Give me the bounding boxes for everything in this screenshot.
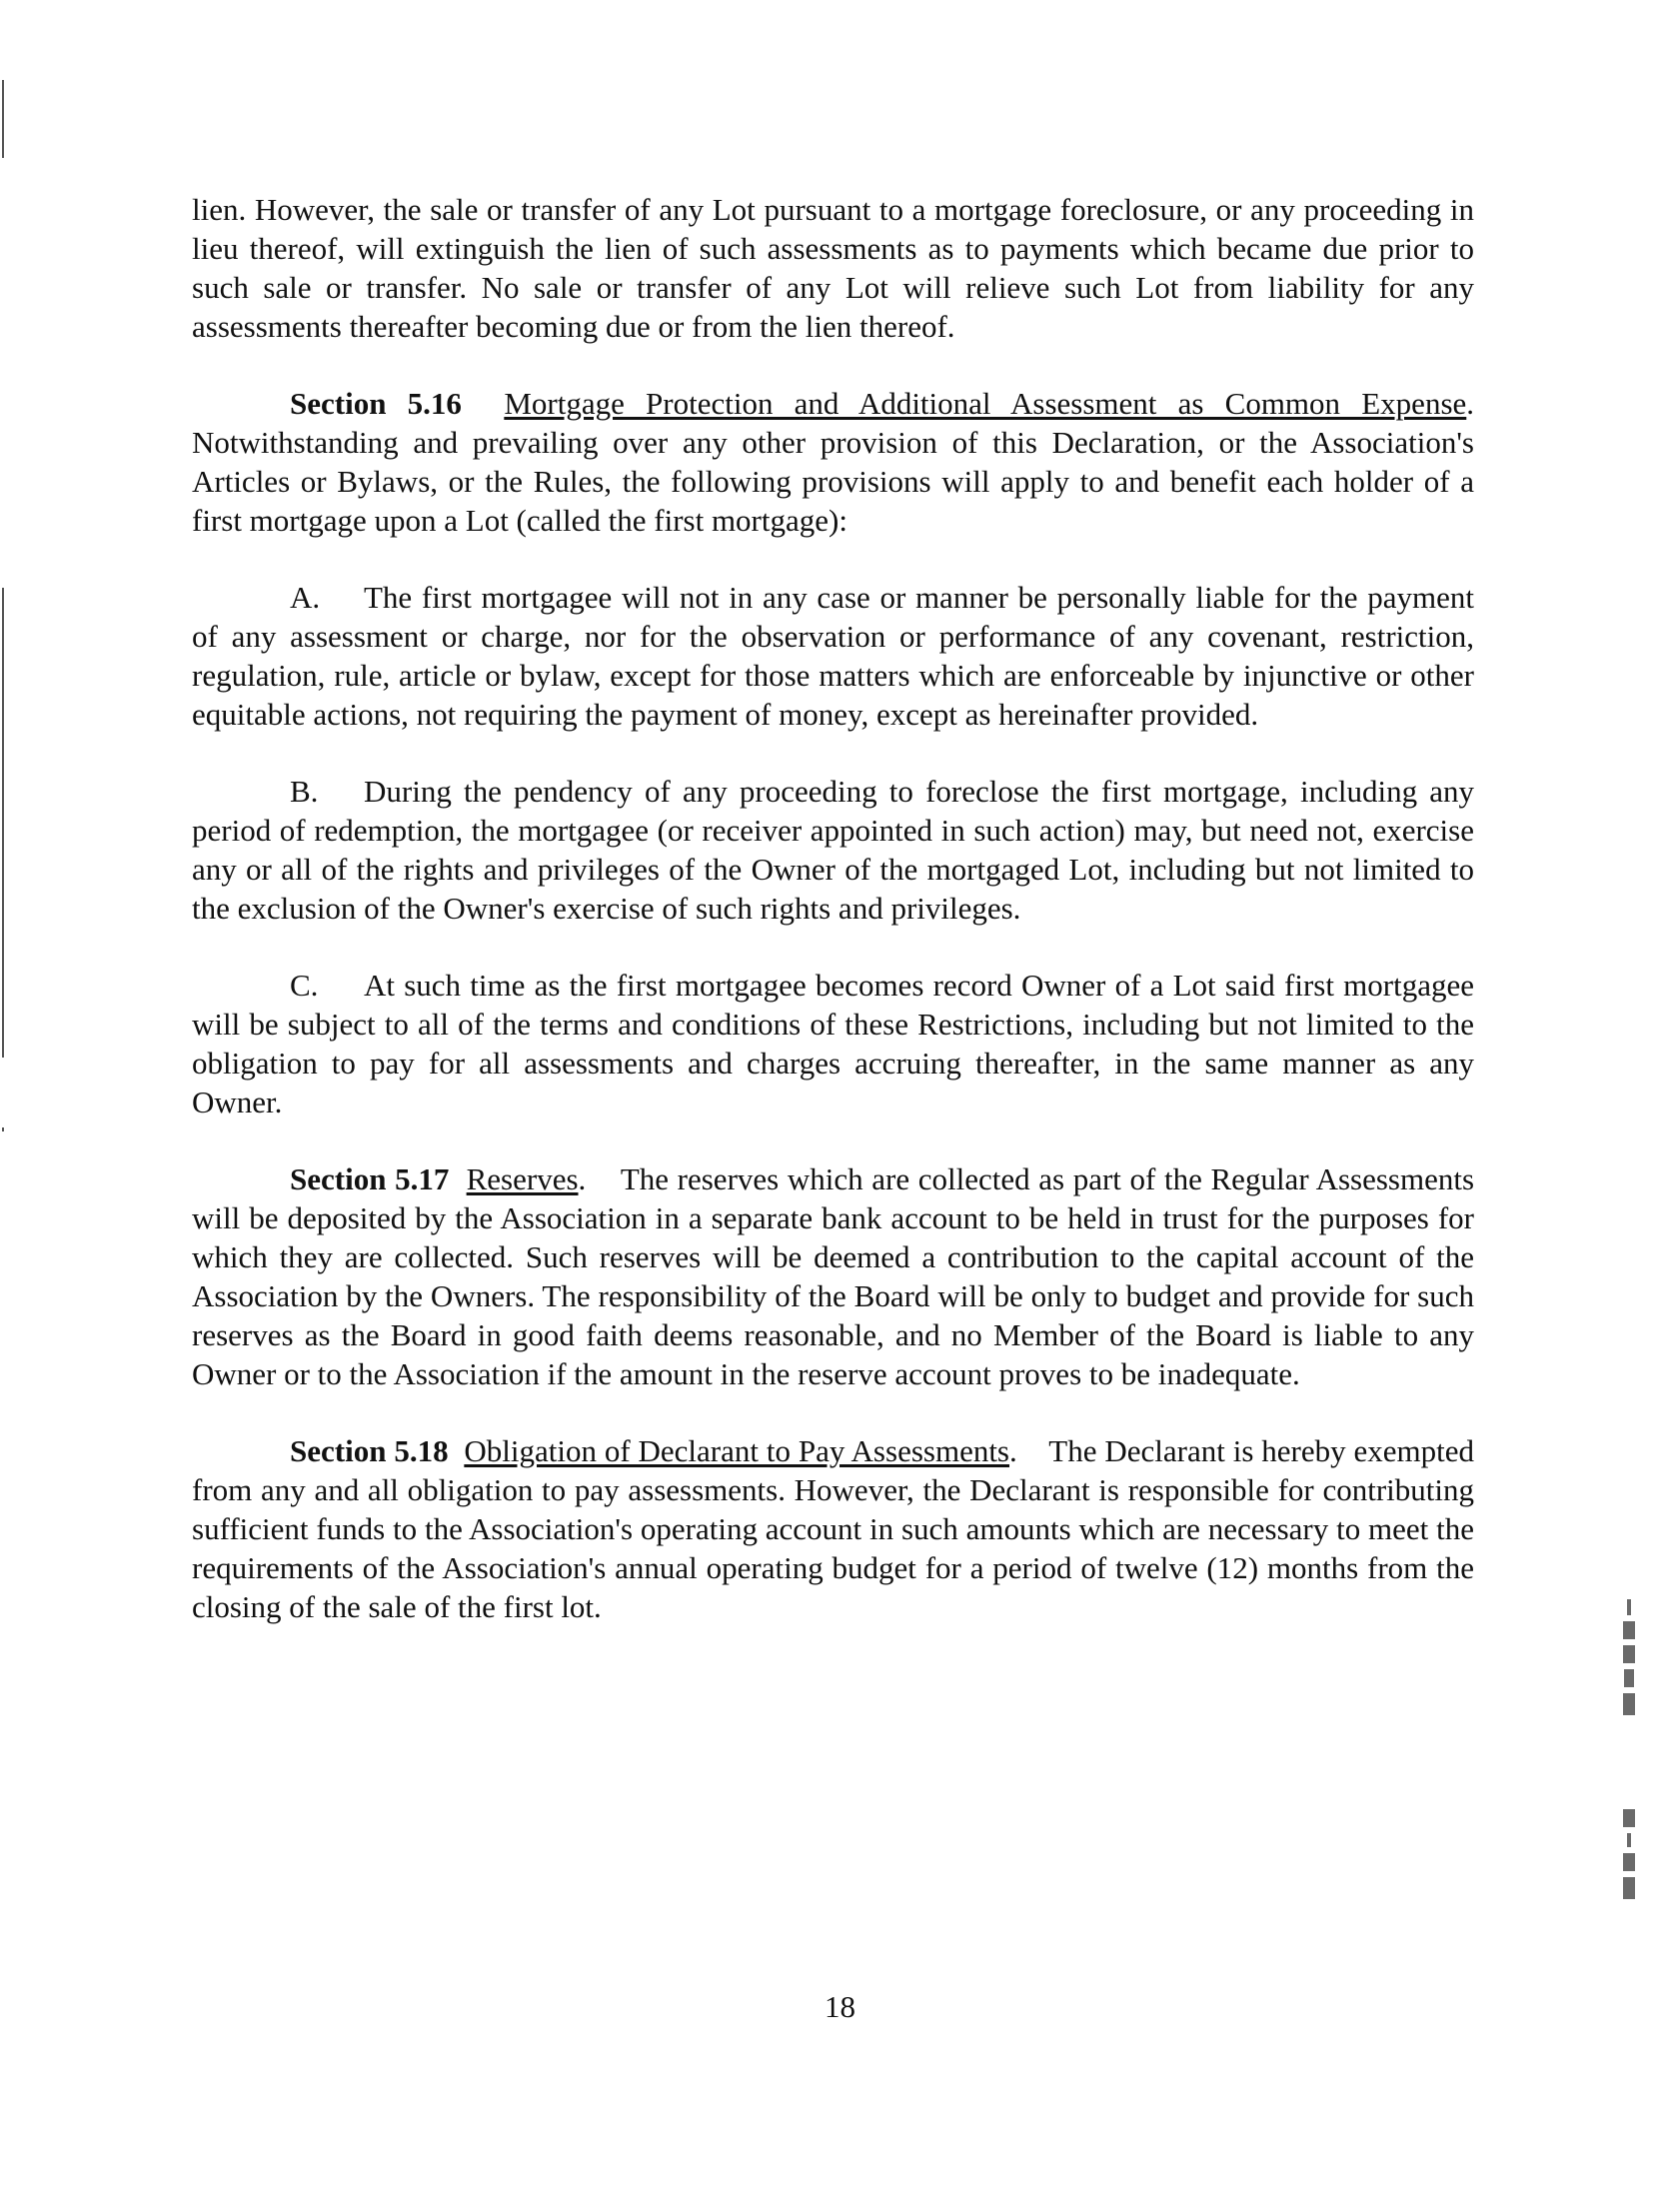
margin-stamp-lower [1609,1809,1649,1905]
item-b-text: During the pendency of any proceeding to foreclose the first mortgage, including any period of redemption, the mortgagee (or receiver appointed in such action) may, but need not, exercise any or all of the rights and privileges of the Owner of the mortgaged Lot, including but not limited to the exclusion of the Owner's exercise of such rights and privileges. [192,774,1474,926]
section-5-16: Section 5.16 Mortgage Protection and Additional Assessment as Common Expense. Notwithstanding and prevailing over any other provision of this Declaration, or the Association's Articles or Bylaws, or the Rules, the following provisions will apply to and benefit each holder of a first mortgage upon a Lot (called the first mortgage): [192,386,1475,538]
section-5-16-title: Mortgage Protection and Additional Assessment as Common Expense [504,386,1467,421]
item-b [192,772,1474,928]
document-body [192,190,1474,1664]
margin-stamp-upper [1609,1599,1649,1721]
section-5-17-body: The reserves which are collected as part of the Regular Assessments will be deposited by the Association in a separate bank account to be held in trust for the purposes for which they are collected. Such reserves will be deemed a contribution to the capital account of the Association by the Owners. The responsibility of the Board will be only to budget and provide for such reserves as the Board in good faith deems reasonable, and no Member of the Board is liable to any Owner or to the Association if the amount in the reserve account proves to be inadequate. [192,1161,1475,1391]
scan-margin-line-top [2,80,4,158]
section-5-17-title: Reserves [466,1161,579,1196]
scan-margin-line-middle [2,588,4,1058]
section-5-18-body: The Declarant is hereby exempted from any and all obligation to pay assessments. However, the Declarant is responsible for contributing sufficient funds to the Association's operating account in such amounts which are necessary to meet the requirements of the Association's annual operating budget for a period of twelve (12) months from the closing of the sale of the first lot. [192,1433,1475,1624]
section-5-18-label: Section 5.18 [290,1433,449,1468]
item-b-letter: B. [290,774,319,809]
page-number: 18 [825,1989,855,2024]
section-5-17: Section 5.17 Reserves. The reserves which are collected as part of the Regular Assessments will be deposited by the Association in a separate bank account to be held in trust for the purposes for which they are collected. Such reserves will be deemed a contribution to the capital account of the Association by the Owners. The responsibility of the Board will be only to budget and provide for such reserves as the Board in good faith deems reasonable, and no Member of the Board is liable to any Owner or to the Association if the amount in the reserve account proves to be inadequate. [192,1161,1475,1391]
item-c-text: At such time as the first mortgagee becomes record Owner of a Lot said first mortgagee will be subject to all of the terms and conditions of these Restrictions, including but not limited to the obligation to pay for all assessments and charges accruing thereafter, in the same manner as any Owner. [192,968,1474,1119]
scan-margin-dot [2,1127,4,1131]
section-5-18: Section 5.18 Obligation of Declarant to Pay Assessments. The Declarant is hereby exempted from any and all obligation to pay assessments. However, the Declarant is responsible for contributing sufficient funds to the Association's operating account in such amounts which are necessary to meet the requirements of the Association's annual operating budget for a period of twelve (12) months from the closing of the sale of the first lot. [192,1433,1475,1624]
section-5-17-label: Section 5.17 [290,1161,450,1196]
item-a-letter: A. [290,580,321,615]
item-a-text: The first mortgagee will not in any case or manner be personally liable for the payment of any assessment or charge, nor for the observation or performance of any covenant, restriction, regulation, rule, article or bylaw, except for those matters which are enforceable by injunctive or other equitable actions, not requiring the payment of money, except as hereinafter provided. [192,580,1474,732]
intro-paragraph: lien. However, the sale or transfer of any Lot pursuant to a mortgage foreclosure, or any proceeding in lieu thereof, will extinguish the lien of such assessments as to payments which became due prior to such sale or transfer. No sale or transfer of any Lot will relieve such Lot from liability for any assessments thereafter becoming due or from the lien thereof. [192,192,1474,344]
item-c [192,966,1474,1121]
item-c-letter: C. [290,968,319,1003]
section-5-16-label: Section 5.16 [290,386,462,421]
item-a [192,578,1474,734]
section-5-18-title: Obligation of Declarant to Pay Assessments [464,1433,1010,1468]
section-5-16-body: Notwithstanding and prevailing over any other provision of this Declaration, or the Association's Articles or Bylaws, or the Rules, the following provisions will apply to and benefit each holder of a first mortgage upon a Lot (called the first mortgage): [192,425,1474,538]
